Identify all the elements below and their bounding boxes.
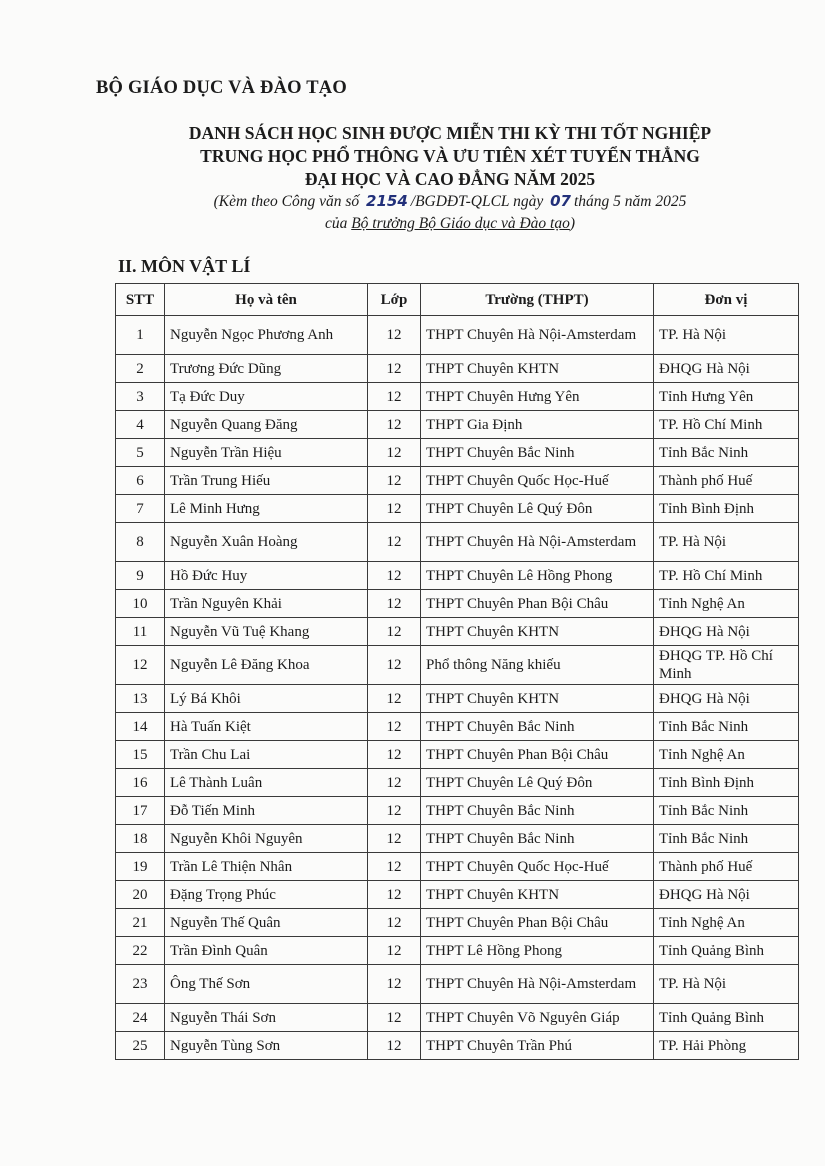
cell-class: 12 bbox=[368, 383, 421, 411]
cell-stt: 14 bbox=[116, 713, 165, 741]
cell-class: 12 bbox=[368, 495, 421, 523]
cell-stt: 17 bbox=[116, 797, 165, 825]
reference-line2-prefix: của bbox=[324, 215, 348, 232]
cell-stt: 19 bbox=[116, 853, 165, 881]
reference-mid: /BGDĐT-QLCL ngày bbox=[410, 193, 544, 210]
cell-name: Nguyễn Thế Quân bbox=[165, 909, 368, 937]
cell-unit: Tỉnh Bình Định bbox=[654, 769, 799, 797]
cell-class: 12 bbox=[368, 1004, 421, 1032]
reference-prefix: (Kèm theo Công văn số bbox=[213, 193, 360, 210]
cell-unit: ĐHQG Hà Nội bbox=[654, 355, 799, 383]
table-row bbox=[116, 1004, 799, 1032]
cell-class: 12 bbox=[368, 523, 421, 562]
cell-unit: Tỉnh Bắc Ninh bbox=[654, 797, 799, 825]
cell-class: 12 bbox=[368, 590, 421, 618]
column-header-stt: STT bbox=[116, 284, 165, 316]
table-row bbox=[116, 1032, 799, 1060]
handwritten-doc-number: 2154 bbox=[366, 192, 408, 210]
cell-class: 12 bbox=[368, 618, 421, 646]
cell-stt: 6 bbox=[116, 467, 165, 495]
table-row bbox=[116, 797, 799, 825]
cell-stt: 5 bbox=[116, 439, 165, 467]
cell-name: Nguyễn Thái Sơn bbox=[165, 1004, 368, 1032]
cell-unit: TP. Hồ Chí Minh bbox=[654, 562, 799, 590]
table-row bbox=[116, 562, 799, 590]
cell-school: THPT Chuyên Trần Phú bbox=[421, 1032, 654, 1060]
cell-school: THPT Chuyên Lê Quý Đôn bbox=[421, 495, 654, 523]
cell-unit: Tỉnh Nghệ An bbox=[654, 590, 799, 618]
cell-unit: TP. Hà Nội bbox=[654, 965, 799, 1004]
cell-school: THPT Chuyên Quốc Học-Huế bbox=[421, 467, 654, 495]
cell-stt: 11 bbox=[116, 618, 165, 646]
cell-name: Lê Thành Luân bbox=[165, 769, 368, 797]
student-table bbox=[115, 283, 799, 1060]
cell-class: 12 bbox=[368, 909, 421, 937]
cell-school: THPT Chuyên Hưng Yên bbox=[421, 383, 654, 411]
cell-unit: TP. Hải Phòng bbox=[654, 1032, 799, 1060]
table-row bbox=[116, 853, 799, 881]
cell-class: 12 bbox=[368, 467, 421, 495]
cell-name: Ông Thế Sơn bbox=[165, 965, 368, 1004]
cell-unit: Tỉnh Nghệ An bbox=[654, 909, 799, 937]
cell-unit: Tỉnh Bắc Ninh bbox=[654, 825, 799, 853]
cell-unit: Thành phố Huế bbox=[654, 853, 799, 881]
cell-name: Nguyễn Quang Đăng bbox=[165, 411, 368, 439]
column-header-name: Họ và tên bbox=[165, 284, 368, 316]
cell-school: THPT Chuyên Phan Bội Châu bbox=[421, 741, 654, 769]
cell-unit: ĐHQG Hà Nội bbox=[654, 881, 799, 909]
cell-school: THPT Chuyên KHTN bbox=[421, 355, 654, 383]
cell-unit: Tỉnh Quảng Bình bbox=[654, 1004, 799, 1032]
cell-name: Nguyễn Khôi Nguyên bbox=[165, 825, 368, 853]
cell-school: THPT Chuyên Võ Nguyên Giáp bbox=[421, 1004, 654, 1032]
table-body bbox=[116, 316, 799, 1060]
cell-name: Trần Trung Hiếu bbox=[165, 467, 368, 495]
cell-name: Lý Bá Khôi bbox=[165, 685, 368, 713]
cell-class: 12 bbox=[368, 685, 421, 713]
cell-name: Nguyễn Trần Hiệu bbox=[165, 439, 368, 467]
cell-class: 12 bbox=[368, 646, 421, 685]
cell-class: 12 bbox=[368, 713, 421, 741]
cell-class: 12 bbox=[368, 1032, 421, 1060]
cell-unit: Thành phố Huế bbox=[654, 467, 799, 495]
table-row bbox=[116, 618, 799, 646]
table-row bbox=[116, 439, 799, 467]
title-line-2: TRUNG HỌC PHỔ THÔNG VÀ ƯU TIÊN XÉT TUYỂN THẲNG bbox=[200, 146, 700, 166]
cell-name: Đặng Trọng Phúc bbox=[165, 881, 368, 909]
cell-class: 12 bbox=[368, 853, 421, 881]
cell-stt: 12 bbox=[116, 646, 165, 685]
cell-unit: Tỉnh Quảng Bình bbox=[654, 937, 799, 965]
table-row bbox=[116, 646, 799, 685]
cell-stt: 24 bbox=[116, 1004, 165, 1032]
cell-stt: 18 bbox=[116, 825, 165, 853]
table-row bbox=[116, 411, 799, 439]
cell-school: THPT Chuyên Hà Nội-Amsterdam bbox=[421, 316, 654, 355]
table-row bbox=[116, 713, 799, 741]
table-row bbox=[116, 937, 799, 965]
cell-school: THPT Chuyên Hà Nội-Amsterdam bbox=[421, 523, 654, 562]
title-line-1: DANH SÁCH HỌC SINH ĐƯỢC MIỄN THI KỲ THI TỐT NGHIỆP bbox=[188, 123, 712, 143]
cell-unit: ĐHQG TP. Hồ Chí Minh bbox=[654, 646, 799, 685]
cell-school: THPT Chuyên Hà Nội-Amsterdam bbox=[421, 965, 654, 1004]
cell-class: 12 bbox=[368, 316, 421, 355]
cell-name: Nguyễn Vũ Tuệ Khang bbox=[165, 618, 368, 646]
cell-name: Hồ Đức Huy bbox=[165, 562, 368, 590]
reference-suffix: tháng 5 năm 2025 bbox=[574, 193, 687, 210]
cell-school: THPT Chuyên Bắc Ninh bbox=[421, 439, 654, 467]
cell-school: THPT Chuyên Bắc Ninh bbox=[421, 713, 654, 741]
document-reference bbox=[100, 190, 800, 235]
table-row bbox=[116, 881, 799, 909]
column-header-school: Trường (THPT) bbox=[421, 284, 654, 316]
cell-class: 12 bbox=[368, 825, 421, 853]
cell-stt: 2 bbox=[116, 355, 165, 383]
cell-class: 12 bbox=[368, 937, 421, 965]
cell-school: THPT Chuyên Phan Bội Châu bbox=[421, 909, 654, 937]
cell-class: 12 bbox=[368, 562, 421, 590]
cell-name: Nguyễn Ngọc Phương Anh bbox=[165, 316, 368, 355]
table-row bbox=[116, 495, 799, 523]
cell-class: 12 bbox=[368, 411, 421, 439]
cell-name: Tạ Đức Duy bbox=[165, 383, 368, 411]
table-row bbox=[116, 825, 799, 853]
cell-class: 12 bbox=[368, 769, 421, 797]
cell-unit: ĐHQG Hà Nội bbox=[654, 685, 799, 713]
cell-name: Nguyễn Lê Đăng Khoa bbox=[165, 646, 368, 685]
cell-unit: Tỉnh Bắc Ninh bbox=[654, 713, 799, 741]
column-header-unit: Đơn vị bbox=[654, 284, 799, 316]
cell-stt: 3 bbox=[116, 383, 165, 411]
cell-stt: 20 bbox=[116, 881, 165, 909]
column-header-class: Lớp bbox=[368, 284, 421, 316]
cell-school: THPT Chuyên Lê Hồng Phong bbox=[421, 562, 654, 590]
cell-school: THPT Chuyên Bắc Ninh bbox=[421, 797, 654, 825]
cell-school: THPT Chuyên KHTN bbox=[421, 881, 654, 909]
cell-name: Trần Đình Quân bbox=[165, 937, 368, 965]
table-row bbox=[116, 769, 799, 797]
cell-class: 12 bbox=[368, 741, 421, 769]
cell-name: Nguyễn Tùng Sơn bbox=[165, 1032, 368, 1060]
cell-unit: Tỉnh Nghệ An bbox=[654, 741, 799, 769]
title-line-3: ĐẠI HỌC VÀ CAO ĐẲNG NĂM 2025 bbox=[304, 169, 596, 189]
cell-stt: 15 bbox=[116, 741, 165, 769]
cell-unit: ĐHQG Hà Nội bbox=[654, 618, 799, 646]
cell-school: THPT Chuyên KHTN bbox=[421, 685, 654, 713]
cell-stt: 8 bbox=[116, 523, 165, 562]
section-title: II. MÔN VẬT LÍ bbox=[118, 256, 251, 276]
cell-unit: TP. Hồ Chí Minh bbox=[654, 411, 799, 439]
cell-stt: 9 bbox=[116, 562, 165, 590]
ministry-name: BỘ GIÁO DỤC VÀ ĐÀO TẠO bbox=[96, 78, 347, 98]
cell-class: 12 bbox=[368, 797, 421, 825]
cell-stt: 23 bbox=[116, 965, 165, 1004]
table-row bbox=[116, 316, 799, 355]
table-row bbox=[116, 909, 799, 937]
cell-stt: 4 bbox=[116, 411, 165, 439]
cell-school: THPT Chuyên Bắc Ninh bbox=[421, 825, 654, 853]
cell-school: THPT Chuyên Lê Quý Đôn bbox=[421, 769, 654, 797]
table-row bbox=[116, 741, 799, 769]
cell-stt: 16 bbox=[116, 769, 165, 797]
table-row bbox=[116, 965, 799, 1004]
handwritten-day: 07 bbox=[550, 192, 571, 210]
cell-school: THPT Lê Hồng Phong bbox=[421, 937, 654, 965]
cell-name: Trần Chu Lai bbox=[165, 741, 368, 769]
cell-stt: 22 bbox=[116, 937, 165, 965]
table-row bbox=[116, 383, 799, 411]
cell-name: Trần Nguyên Khải bbox=[165, 590, 368, 618]
cell-name: Hà Tuấn Kiệt bbox=[165, 713, 368, 741]
cell-stt: 13 bbox=[116, 685, 165, 713]
cell-stt: 1 bbox=[116, 316, 165, 355]
cell-school: THPT Chuyên Quốc Học-Huế bbox=[421, 853, 654, 881]
reference-line2-suffix: ) bbox=[569, 215, 576, 232]
cell-school: THPT Chuyên Phan Bội Châu bbox=[421, 590, 654, 618]
reference-line-2 bbox=[100, 213, 800, 235]
reference-authority: Bộ trưởng Bộ Giáo dục và Đào tạo bbox=[351, 215, 570, 232]
table-row bbox=[116, 523, 799, 562]
cell-school: THPT Chuyên KHTN bbox=[421, 618, 654, 646]
reference-line-1 bbox=[100, 190, 800, 213]
cell-stt: 7 bbox=[116, 495, 165, 523]
cell-unit: TP. Hà Nội bbox=[654, 316, 799, 355]
cell-unit: Tỉnh Bình Định bbox=[654, 495, 799, 523]
cell-name: Trương Đức Dũng bbox=[165, 355, 368, 383]
document-title bbox=[100, 122, 800, 191]
cell-class: 12 bbox=[368, 881, 421, 909]
cell-name: Nguyễn Xuân Hoàng bbox=[165, 523, 368, 562]
cell-unit: Tỉnh Bắc Ninh bbox=[654, 439, 799, 467]
cell-unit: Tỉnh Hưng Yên bbox=[654, 383, 799, 411]
cell-school: Phổ thông Năng khiếu bbox=[421, 646, 654, 685]
cell-name: Trần Lê Thiện Nhân bbox=[165, 853, 368, 881]
cell-name: Đỗ Tiến Minh bbox=[165, 797, 368, 825]
table-row bbox=[116, 467, 799, 495]
cell-class: 12 bbox=[368, 439, 421, 467]
cell-stt: 10 bbox=[116, 590, 165, 618]
table-header-row bbox=[116, 284, 799, 316]
cell-stt: 25 bbox=[116, 1032, 165, 1060]
cell-stt: 21 bbox=[116, 909, 165, 937]
cell-class: 12 bbox=[368, 965, 421, 1004]
table-row bbox=[116, 590, 799, 618]
table-row bbox=[116, 685, 799, 713]
cell-school: THPT Gia Định bbox=[421, 411, 654, 439]
table-row bbox=[116, 355, 799, 383]
cell-class: 12 bbox=[368, 355, 421, 383]
cell-name: Lê Minh Hưng bbox=[165, 495, 368, 523]
cell-unit: TP. Hà Nội bbox=[654, 523, 799, 562]
